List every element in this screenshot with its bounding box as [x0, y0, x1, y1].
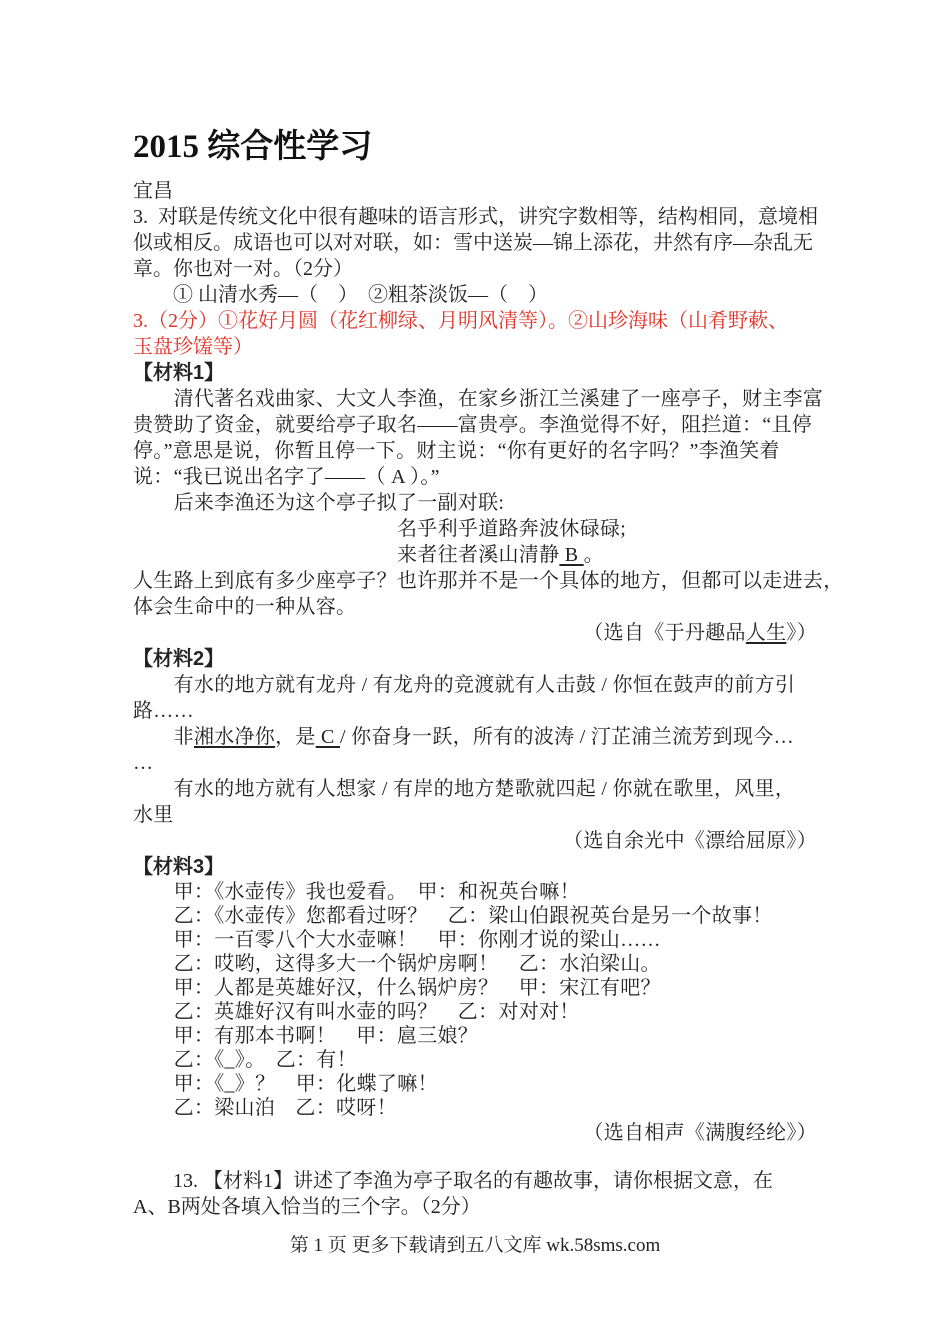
blank-underline: C — [315, 726, 340, 748]
page-title: 2015 综合性学习 — [133, 129, 373, 165]
material-2-body-line: 非湘水净你，是 C / 你奋身一跃，所有的波涛 / 汀芷浦兰流芳到现今… — [133, 726, 794, 748]
material-1-body-line: 后来李渔还为这个亭子拟了一副对联: — [133, 492, 505, 514]
source-1-line: （选自《于丹趣品人生》） — [583, 622, 817, 644]
question-3-line: 3. 对联是传统文化中很有趣味的语言形式，讲究字数相等，结构相同，意境相 — [133, 206, 818, 228]
material-2-body-line: 水里 — [133, 804, 174, 826]
question-3-line: ① 山清水秀—（ ） ②粗茶淡饭—（ ） — [133, 284, 548, 306]
blank-underline: 人生 — [745, 622, 787, 644]
material-1-couplet-line: 名乎利乎道路奔波休碌碌; — [397, 518, 627, 540]
blank-underline: B — [559, 544, 584, 566]
material-2-body-line: … — [133, 752, 154, 774]
region-label — [133, 178, 817, 204]
material-3-dialog-line: 乙：《_》。 乙：有！ — [133, 1049, 357, 1071]
question-3-line: 章。你也对一对。（2分） — [133, 258, 353, 280]
answer-3-line: 玉盘珍馐等） — [133, 336, 253, 358]
material-3-dialog-line: 乙：英雄好汉有叫水壶的吗？ 乙：对对对！ — [133, 1001, 580, 1023]
material-3-dialog-line: 乙：梁山泊 乙：哎呀！ — [133, 1097, 397, 1119]
material-1-body-line: 说：“我已说出名字了——（ A ）。” — [133, 466, 440, 488]
source-1 — [133, 620, 817, 646]
blank-underline: 湘水净你 — [193, 726, 276, 748]
material-2-heading — [133, 646, 817, 672]
source-3-line: （选自相声《满腹经纶》） — [583, 1122, 817, 1144]
material-2-body — [133, 672, 817, 828]
question-3 — [133, 204, 817, 308]
material-1-couplet-line: 来者往者溪山清静 B 。 — [397, 544, 604, 566]
material-2-heading-line: 【材料2】 — [133, 648, 225, 670]
source-3 — [133, 1120, 817, 1146]
material-3-dialog-line: 甲：一百零八个大水壶嘛！ 甲：你刚才说的梁山…… — [133, 929, 661, 951]
material-1-closing — [133, 568, 844, 620]
source-2-line: （选自余光中《漂给屈原》） — [563, 830, 817, 852]
material-1-heading — [133, 360, 817, 386]
answer-3 — [133, 308, 817, 360]
material-1-closing-line: 人生路上到底有多少座亭子？也许那并不是一个具体的地方，但都可以走进去， — [133, 570, 844, 592]
material-2-body-line: 有水的地方就有人想家 / 有岸的地方楚歌就四起 / 你就在歌里，风里， — [133, 778, 796, 800]
answer-3-line: 3.（2分）①花好月圆（花红柳绿、月明风清等）。②山珍海味（山肴野蔌、 — [133, 310, 788, 332]
source-2 — [133, 828, 817, 854]
page-footer: 第 1 页 更多下载请到五八文库 wk.58sms.com — [289, 1235, 661, 1256]
question-13-line: 13. 【材料1】讲述了李渔为亭子取名的有趣故事，请你根据文意，在 — [133, 1170, 773, 1192]
material-3-dialog-line: 甲：有那本书啊！ 甲：扈三娘？ — [133, 1025, 479, 1047]
document-content — [133, 178, 844, 1220]
material-3-dialog-line: 甲：人都是英雄好汉，什么锅炉房？ 甲：宋江有吧？ — [133, 977, 661, 999]
question-13 — [133, 1168, 817, 1220]
material-1-body-line: 停。”意思是说，你暂且停一下。财主说：“你有更好的名字吗？”李渔笑着 — [133, 440, 780, 462]
material-2-body-line: 有水的地方就有龙舟 / 有龙舟的竞渡就有人击鼓 / 你恒在鼓声的前方引 — [133, 674, 796, 696]
region-label-line: 宜昌 — [133, 180, 173, 202]
material-1-body — [133, 386, 824, 516]
question-3-line: 似或相反。成语也可以对对联，如：雪中送炭—锦上添花，井然有序—杂乱无 — [133, 232, 813, 254]
material-3-dialog — [133, 880, 817, 1120]
material-1-couplet — [133, 516, 817, 568]
material-3-heading — [133, 854, 817, 880]
material-1-heading-line: 【材料1】 — [133, 362, 225, 384]
material-3-dialog-line: 甲：《_》？ 甲：化蝶了嘛！ — [133, 1073, 438, 1095]
material-3-dialog-line: 乙：《水壶传》您都看过呀？ 乙：梁山伯跟祝英台是另一个故事！ — [133, 905, 773, 927]
material-2-body-line: 路…… — [133, 700, 194, 722]
material-3-heading-line: 【材料3】 — [133, 856, 225, 878]
question-13-line: A、B两处各填入恰当的三个字。（2分） — [133, 1196, 481, 1218]
material-3-dialog-line: 乙：哎哟，这得多大一个锅炉房啊！ 乙：水泊梁山。 — [133, 953, 661, 975]
material-1-closing-line: 体会生命中的一种从容。 — [133, 596, 357, 618]
material-3-dialog-line: 甲：《水壶传》我也爱看。 甲：和祝英台嘛！ — [133, 881, 580, 903]
material-1-body-line: 贵赞助了资金，就要给亭子取名——富贵亭。李渔觉得不好，阻拦道：“且停 — [133, 414, 813, 436]
material-1-body-line: 清代著名戏曲家、大文人李渔，在家乡浙江兰溪建了一座亭子，财主李富 — [133, 388, 824, 410]
